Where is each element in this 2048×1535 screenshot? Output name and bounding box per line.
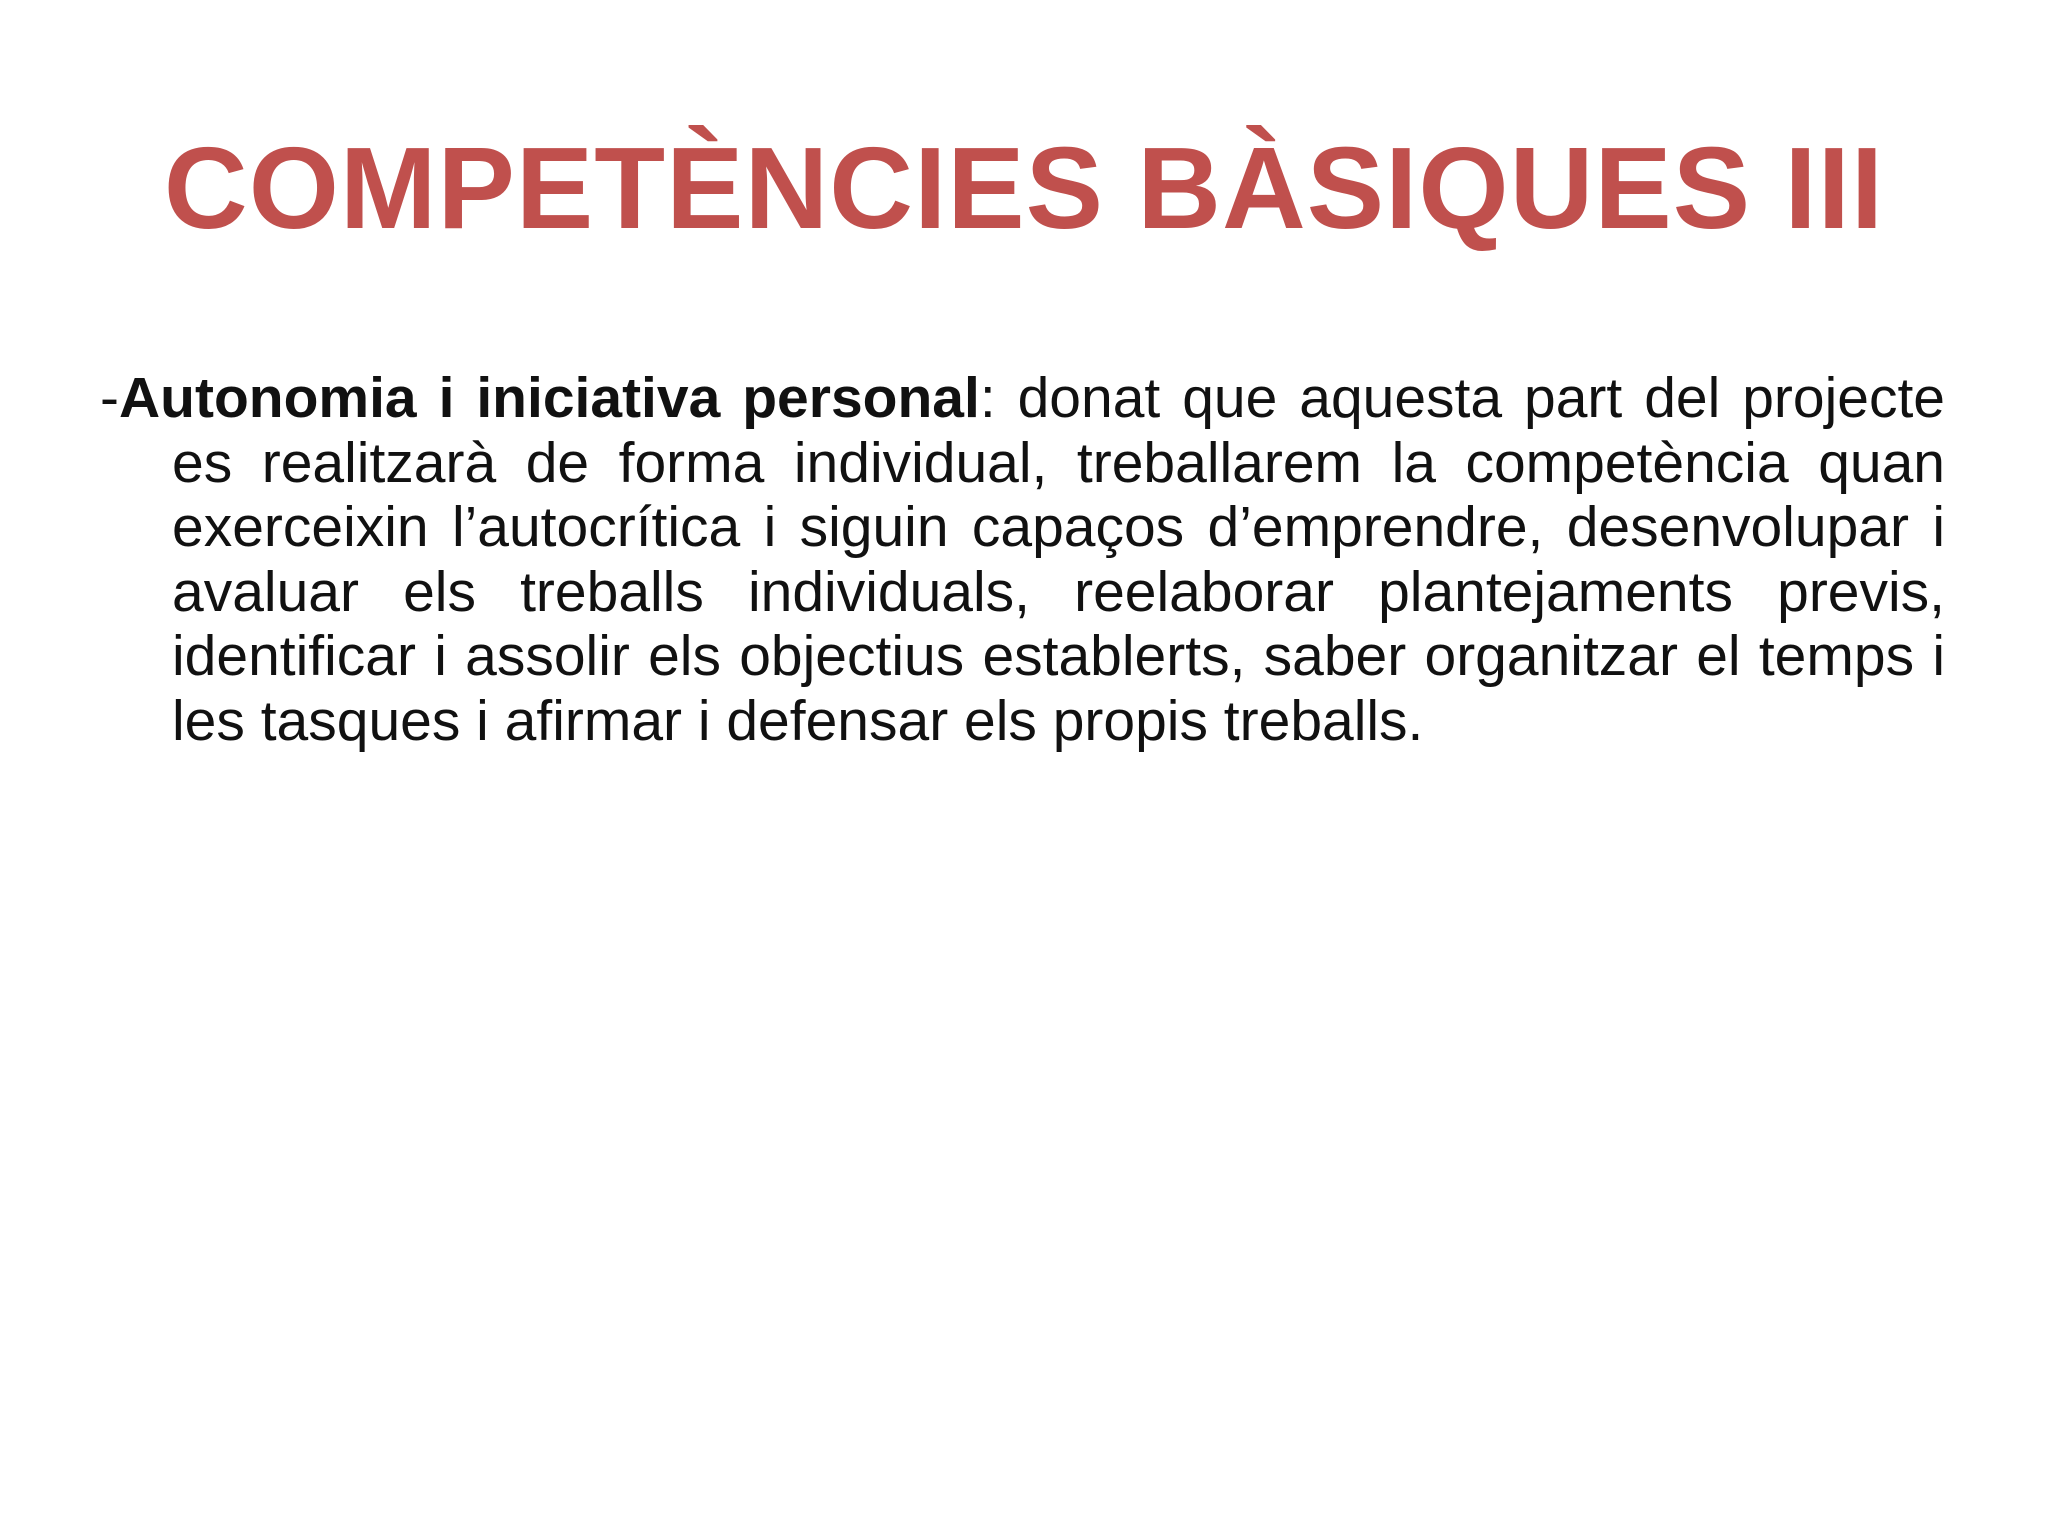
bullet-text: : donat que aquesta part del projecte es realitzarà de forma individual, treballarem la competència quan exerceixin l’autocrítica i siguin capaços d’emprendre, desenvolupar i avaluar els treballs individuals, reelaborar plantejaments previs, identificar i assolir els objectius establerts, saber organitzar el temps i les tasques i afirmar i defensar els propis treballs. [172,366,1945,753]
slide-title: COMPETÈNCIES BÀSIQUES III [163,123,1885,253]
bullet-prefix: - [100,366,119,430]
bullet-paragraph [100,366,1945,753]
slide-body [100,366,1945,753]
bullet-term: Autonomia i iniciativa personal [118,366,980,430]
